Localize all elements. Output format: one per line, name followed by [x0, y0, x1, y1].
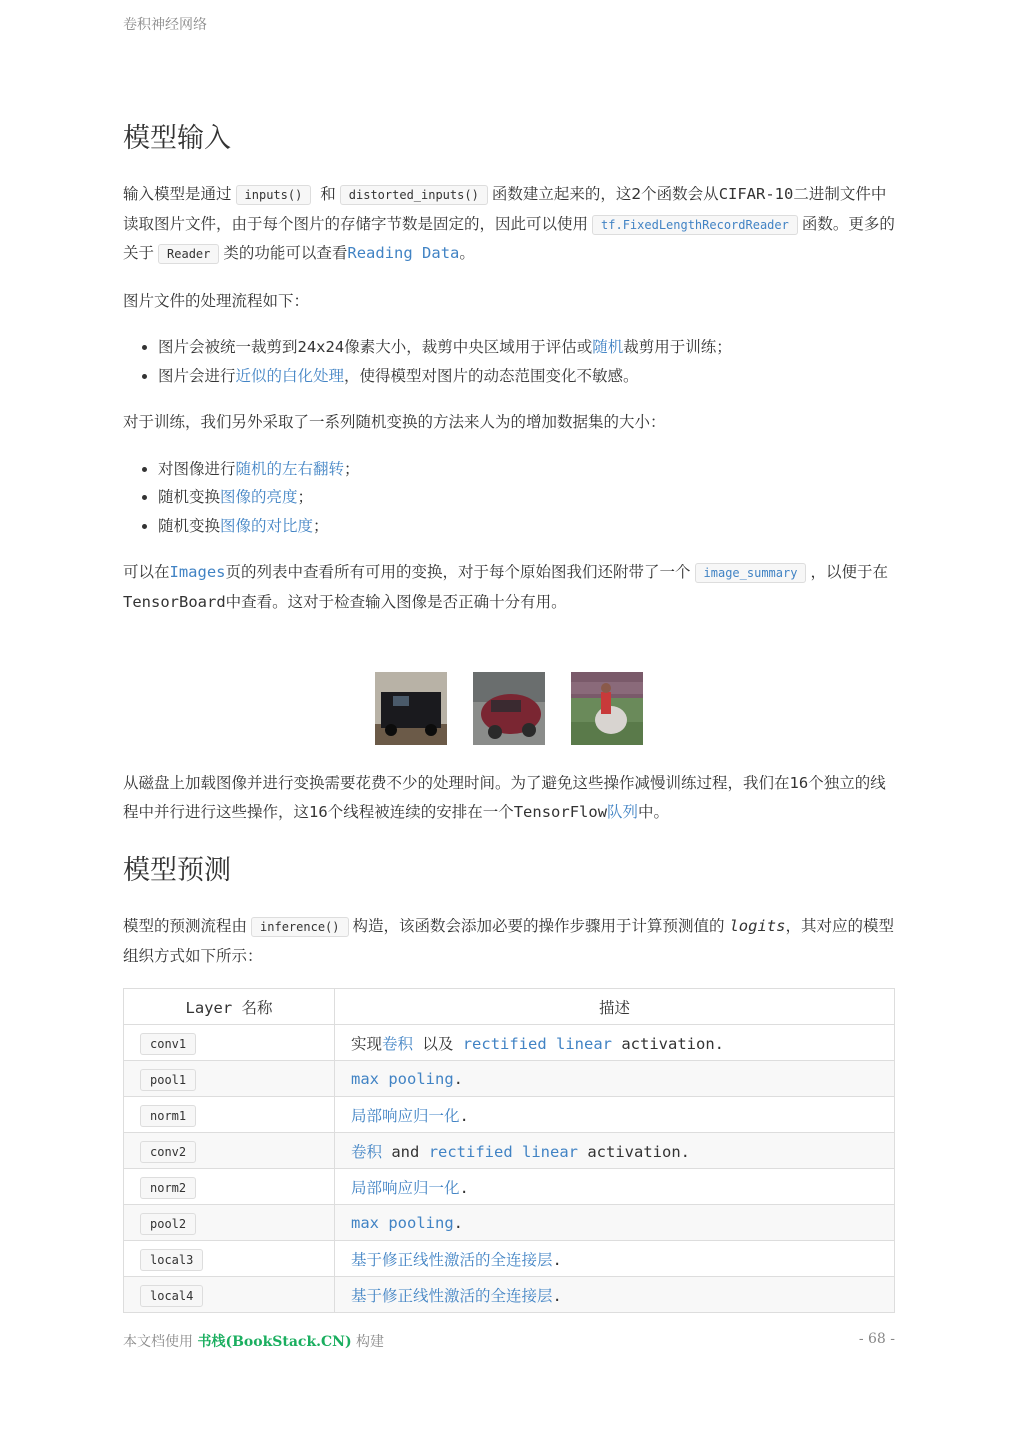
page-number: - 68 -: [858, 1331, 895, 1347]
footer-text: 构建: [351, 1334, 385, 1350]
layer-name: conv2: [140, 1141, 196, 1163]
text: 以及: [413, 1034, 463, 1053]
sample-image-car: [473, 672, 545, 745]
layer-description-link[interactable]: 卷积: [351, 1142, 383, 1161]
layer-table: [123, 988, 895, 1313]
list-item: [158, 362, 895, 391]
layer-name-cell: [124, 1169, 335, 1205]
text: .: [459, 1106, 469, 1125]
text: 裁剪用于训练；: [623, 338, 732, 356]
text-mono: 16: [789, 774, 809, 792]
layer-name: pool2: [140, 1213, 196, 1235]
link-reading-data[interactable]: Reading Data: [347, 244, 460, 262]
text: 。: [459, 244, 475, 262]
text: .: [453, 1069, 463, 1088]
column-header-layer: Layer 名称: [124, 989, 335, 1025]
text: 类的功能可以查看: [223, 244, 348, 262]
main-content: [123, 120, 895, 1313]
section-heading-model-prediction: 模型预测: [123, 855, 231, 886]
table-row: [124, 1133, 895, 1169]
link-whitening[interactable]: 近似的白化处理: [235, 366, 345, 385]
text-mono: 16: [309, 802, 328, 821]
list-item: [158, 512, 895, 541]
table-row: [124, 1097, 895, 1133]
layer-description-link[interactable]: rectified linear: [462, 1034, 613, 1053]
text: ，其对应的模型组织方式如下所示：: [123, 917, 894, 965]
layer-name: pool1: [140, 1069, 196, 1091]
layer-description-cell: [335, 1277, 895, 1313]
text: ；: [313, 516, 329, 535]
layer-description-link[interactable]: 局部响应归一化: [351, 1178, 460, 1197]
text: .: [453, 1213, 463, 1232]
text: .: [459, 1178, 469, 1197]
layer-description-cell: [335, 1097, 895, 1133]
layer-name: local4: [140, 1285, 203, 1307]
augmentation-list: [123, 455, 895, 541]
text: 从磁盘上加载图像并进行变换需要花费不少的处理时间。为了避免这些操作减慢训练过程，我们在: [123, 774, 790, 792]
layer-name-cell: [124, 1205, 335, 1241]
sample-image-truck: [375, 672, 447, 745]
layer-name: local3: [140, 1249, 203, 1271]
section-heading-model-input: 模型输入: [123, 123, 231, 154]
code-inference: inference(): [251, 917, 348, 937]
layer-description-cell: [335, 1025, 895, 1061]
text-mono: CIFAR-10: [718, 185, 794, 203]
layer-description-link[interactable]: max pooling: [351, 1069, 454, 1088]
layer-description-cell: [335, 1205, 895, 1241]
text: 随机变换: [158, 516, 221, 535]
sample-images: [123, 672, 895, 745]
text: 模型的预测流程由: [123, 917, 248, 935]
page-footer: [123, 1331, 895, 1351]
layer-name-cell: [124, 1133, 335, 1169]
text-mono: TensorFlow: [513, 802, 608, 821]
text: activation.: [612, 1034, 724, 1053]
text: 页的列表中查看所有可用的变换，对于每个原始图我们还附带了一个: [225, 563, 691, 581]
paragraph-images-summary: [123, 558, 895, 616]
text: 图片会进行: [158, 366, 236, 385]
layer-name-cell: [124, 1025, 335, 1061]
text: 中查看。这对于检查输入图像是否正确十分有用。: [225, 592, 567, 611]
layer-description-link[interactable]: 卷积: [382, 1034, 414, 1053]
code-distorted-inputs: distorted_inputs(): [340, 185, 488, 205]
link-queue[interactable]: 队列: [607, 802, 639, 821]
text: 二进制文件中读取图片文件，由于每个图片的存储字节数是固定的，因此可以使用: [123, 185, 887, 233]
table-row: [124, 1169, 895, 1205]
layer-description-cell: [335, 1061, 895, 1097]
text: 随机变换: [158, 488, 221, 506]
text: 输入模型是通过: [123, 185, 232, 203]
text: 个独立的线程中并行进行这些操作，这: [123, 774, 886, 821]
text-mono: TensorBoard: [123, 592, 226, 611]
text: 可以在: [123, 563, 170, 581]
text: 图片会被统一裁剪到: [158, 338, 298, 356]
link-random[interactable]: 随机: [592, 338, 624, 356]
table-row: [124, 1241, 895, 1277]
layer-name: norm2: [140, 1177, 196, 1199]
layer-name: norm1: [140, 1105, 196, 1127]
code-link-image-summary[interactable]: image_summary: [695, 563, 807, 583]
text: 对图像进行: [158, 459, 236, 478]
layer-name-cell: [124, 1241, 335, 1277]
footer-brand-link[interactable]: 书栈(BookStack.CN): [197, 1334, 352, 1350]
footer-text: 本文档使用: [123, 1334, 198, 1350]
text-logits: logits: [729, 917, 786, 935]
text: activation.: [578, 1142, 690, 1161]
text: ；: [297, 488, 314, 506]
paragraph-inference: [123, 912, 895, 970]
text: 实现: [351, 1034, 383, 1053]
layer-description-link[interactable]: 局部响应归一化: [351, 1106, 460, 1125]
link-images[interactable]: Images: [169, 563, 226, 581]
text: 个线程被连续的安排在一个: [327, 802, 514, 821]
code-reader: Reader: [158, 244, 219, 264]
text-mono: 24x24: [297, 338, 345, 356]
layer-description-link[interactable]: max pooling: [351, 1213, 454, 1232]
list-item: [158, 483, 895, 512]
link-random-flip[interactable]: 随机的左右翻转: [235, 459, 345, 478]
table-row: [124, 1205, 895, 1241]
layer-description-cell: [335, 1169, 895, 1205]
layer-description-link[interactable]: 基于修正线性激活的全连接层: [351, 1250, 553, 1269]
text: 函数。更多的关于: [123, 214, 895, 262]
layer-description-cell: [335, 1241, 895, 1277]
table-body: [124, 1025, 895, 1313]
table-row: [124, 1277, 895, 1313]
layer-name-cell: [124, 1277, 335, 1313]
link-brightness[interactable]: 图像的亮度: [220, 488, 298, 506]
code-inputs: inputs(): [236, 185, 312, 205]
text: 和: [320, 185, 336, 203]
text: 中。: [638, 802, 670, 821]
text: 函数建立起来的，这2个函数会从: [491, 185, 719, 203]
running-header: 卷积神经网络: [123, 17, 207, 33]
list-item: [158, 333, 895, 362]
text: and: [382, 1142, 429, 1161]
layer-name-cell: [124, 1061, 335, 1097]
text: .: [552, 1250, 562, 1269]
table-header-row: [124, 989, 895, 1025]
link-contrast[interactable]: 图像的对比度: [220, 516, 314, 535]
table-row: [124, 1061, 895, 1097]
layer-description-link[interactable]: 基于修正线性激活的全连接层: [351, 1286, 553, 1305]
text: 构造，该函数会添加必要的操作步骤用于计算预测值的: [352, 917, 725, 935]
list-item: [158, 455, 895, 484]
layer-name-cell: [124, 1097, 335, 1133]
paragraph-processing-flow: 图片文件的处理流程如下：: [123, 291, 310, 310]
paragraph-input-intro: [123, 180, 895, 269]
table-row: [124, 1025, 895, 1061]
text: ；: [344, 459, 360, 478]
text: 像素大小，裁剪中央区域用于评估或: [344, 338, 593, 356]
paragraph-threads: [123, 769, 895, 826]
column-header-description: 描述: [335, 989, 895, 1025]
layer-name: conv1: [140, 1033, 196, 1055]
text: ，使得模型对图片的动态范围变化不敏感。: [344, 366, 639, 385]
layer-description-link[interactable]: rectified linear: [428, 1142, 578, 1161]
sample-image-horse: [571, 672, 643, 745]
paragraph-augmentation: 对于训练，我们另外采取了一系列随机变换的方法来人为的增加数据集的大小：: [123, 413, 666, 431]
text: ，以便于在: [810, 563, 888, 581]
code-link-fixedlengthrecordreader[interactable]: tf.FixedLengthRecordReader: [592, 215, 798, 235]
layer-description-cell: [335, 1133, 895, 1169]
text: .: [552, 1286, 562, 1305]
processing-list: [123, 333, 895, 390]
